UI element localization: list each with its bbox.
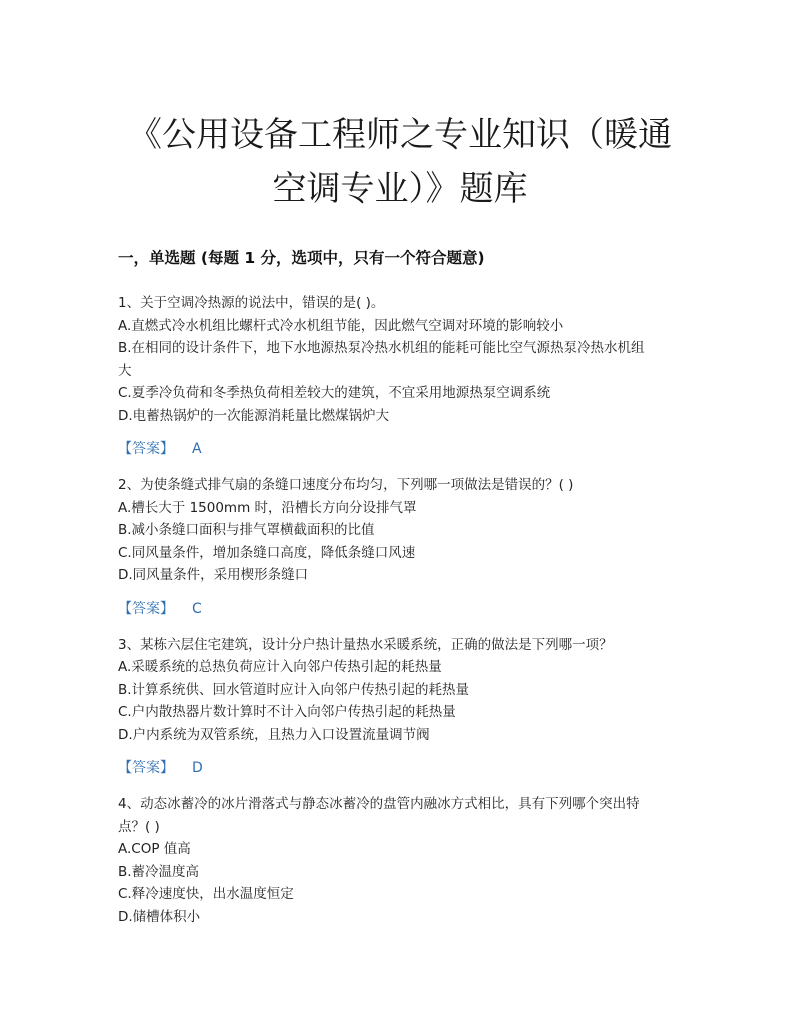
question-option: D.同风量条件，采用楔形条缝口 (118, 567, 309, 583)
question-stem: 2、为使条缝式排气扇的条缝口速度分布均匀，下列哪一项做法是错误的？( ) (118, 477, 574, 493)
document-title-line-2: 空调专业）》题库 (272, 169, 528, 209)
question-option: B.减小条缝口面积与排气罩横截面积的比值 (118, 522, 375, 538)
question-1 (118, 292, 678, 460)
question-stem: 3、某栋六层住宅建筑，设计分户热计量热水采暖系统，正确的做法是下列哪一项？ (118, 636, 613, 653)
answer-line (118, 757, 678, 779)
answer-value: D (192, 760, 203, 776)
question-option: D.电蓄热锅炉的一次能源消耗量比燃煤锅炉大 (118, 407, 390, 424)
question-2 (118, 474, 678, 620)
answer-line (118, 598, 678, 620)
question-option: B.蓄冷温度高 (118, 863, 200, 880)
question-stem: 1、关于空调冷热源的说法中，错误的是( )。 (118, 295, 385, 311)
answer-label: 【答案】 (118, 441, 174, 457)
question-option: B.计算系统供、回水管道时应计入向邻户传热引起的耗热量 (118, 681, 470, 698)
question-option: D.储槽体积小 (118, 908, 201, 925)
answer-value: C (192, 600, 202, 617)
question-list (118, 292, 678, 928)
question-option: C.夏季冷负荷和冬季热负荷相差较大的建筑，不宜采用地源热泵空调系统 (118, 385, 551, 401)
question-option: A.直燃式冷水机组比螺杆式冷水机组节能，因此燃气空调对环境的影响较小 (118, 317, 564, 334)
answer-line (118, 438, 678, 460)
question-stem: 4、动态冰蓄冷的冰片滑落式与静态冰蓄冷的盘管内融冰方式相比，具有下列哪个突出特 (118, 796, 640, 812)
section-heading: 一，单选题 (每题 1 分，选项中，只有一个符合题意) (118, 249, 485, 267)
question-4 (118, 793, 678, 928)
answer-value: A (192, 441, 202, 457)
question-3 (118, 634, 678, 780)
question-stem-continuation: 点？( ) (118, 818, 160, 835)
question-option-continuation: 大 (118, 362, 132, 379)
question-option: D.户内系统为双管系统，且热力入口设置流量调节阀 (118, 726, 430, 743)
question-option: C.释冷速度快，出水温度恒定 (118, 886, 294, 902)
question-option: A.采暖系统的总热负荷应计入向邻户传热引起的耗热量 (118, 659, 442, 675)
question-option: C.同风量条件，增加条缝口高度，降低条缝口风速 (118, 544, 416, 561)
question-option: C.户内散热器片数计算时不计入向邻户传热引起的耗热量 (118, 704, 456, 720)
answer-label: 【答案】 (118, 760, 174, 776)
question-option: A.槽长大于 1500mm 时，沿槽长方向分设排气罩 (118, 499, 417, 516)
document-title-line-1: 《公用设备工程师之专业知识（暖通 (128, 115, 672, 155)
answer-label: 【答案】 (118, 600, 174, 617)
question-option: B.在相同的设计条件下，地下水地源热泵冷热水机组的能耗可能比空气源热泵冷热水机组 (118, 340, 645, 356)
document-title (100, 108, 700, 216)
question-option: A.COP 值高 (118, 841, 191, 857)
